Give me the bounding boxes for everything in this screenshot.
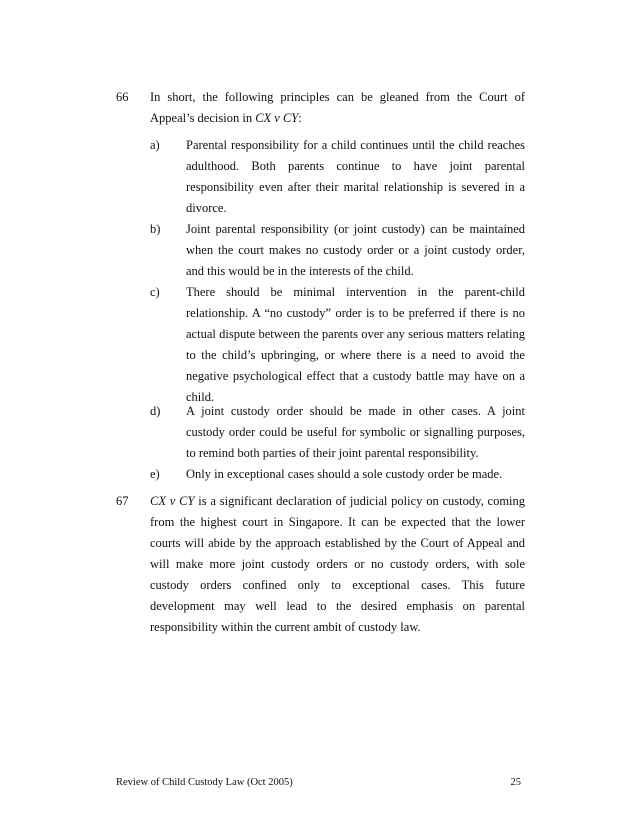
list-item-label: d) — [150, 404, 161, 418]
footer-title: Review of Child Custody Law (Oct 2005) — [116, 777, 293, 788]
list-item-b — [150, 219, 525, 282]
paragraph-66 — [116, 87, 525, 129]
list-item-label: b) — [150, 222, 161, 236]
case-name: CX v CY — [255, 111, 299, 125]
paragraph-text — [150, 491, 525, 638]
case-name: CX v CY — [150, 494, 195, 508]
list-item-text: Joint parental responsibility (or joint custody) can be maintained when the court makes no custody order or a joint custody order, and this would be in the interests of the child. — [186, 222, 525, 278]
list-item-c — [150, 282, 525, 408]
paragraph-67 — [116, 491, 525, 638]
paragraph-number: 66 — [116, 90, 129, 104]
paragraph-number: 67 — [116, 494, 129, 508]
list-item-text: There should be minimal intervention in the parent-child relationship. A “no custody” order is to be preferred if there is no actual dispute between the parents over any serious matters relating to the child’s upbringing, or where there is a need to avoid the negative psychological effect that a custody battle may have on a child. — [186, 285, 525, 404]
list-item-label: a) — [150, 138, 160, 152]
list-item-text: Parental responsibility for a child continues until the child reaches adulthood. Both parents continue to have joint parental responsibility even after their marital relationship is severed in a divorce. — [186, 138, 525, 215]
list-item-e — [150, 464, 525, 485]
paragraph-text-start: In short, the following principles can be gleaned from the Court of Appeal’s decision in — [150, 90, 525, 125]
list-item-a — [150, 135, 525, 219]
list-item-text: Only in exceptional cases should a sole custody order be made. — [186, 467, 503, 481]
page-number: 25 — [510, 777, 521, 788]
paragraph-text — [150, 87, 525, 129]
paragraph-text-body: is a significant declaration of judicial policy on custody, coming from the highest court in Singapore. It can be expected that the lower courts will abide by the approach established by the Court of Appeal and will make more joint custody orders or no custody orders, with sole custody orders confined only to exceptional cases. This future development may well lead to the desired emphasis on parental responsibility within the current ambit of custody law. — [150, 494, 526, 634]
list-item-d — [150, 401, 525, 464]
paragraph-text-end: : — [298, 111, 302, 125]
list-item-text: A joint custody order should be made in other cases. A joint custody order could be useful for symbolic or signalling purposes, to remind both parties of their joint parental responsibility. — [186, 404, 525, 460]
list-item-label: e) — [150, 467, 160, 481]
list-item-label: c) — [150, 285, 160, 299]
